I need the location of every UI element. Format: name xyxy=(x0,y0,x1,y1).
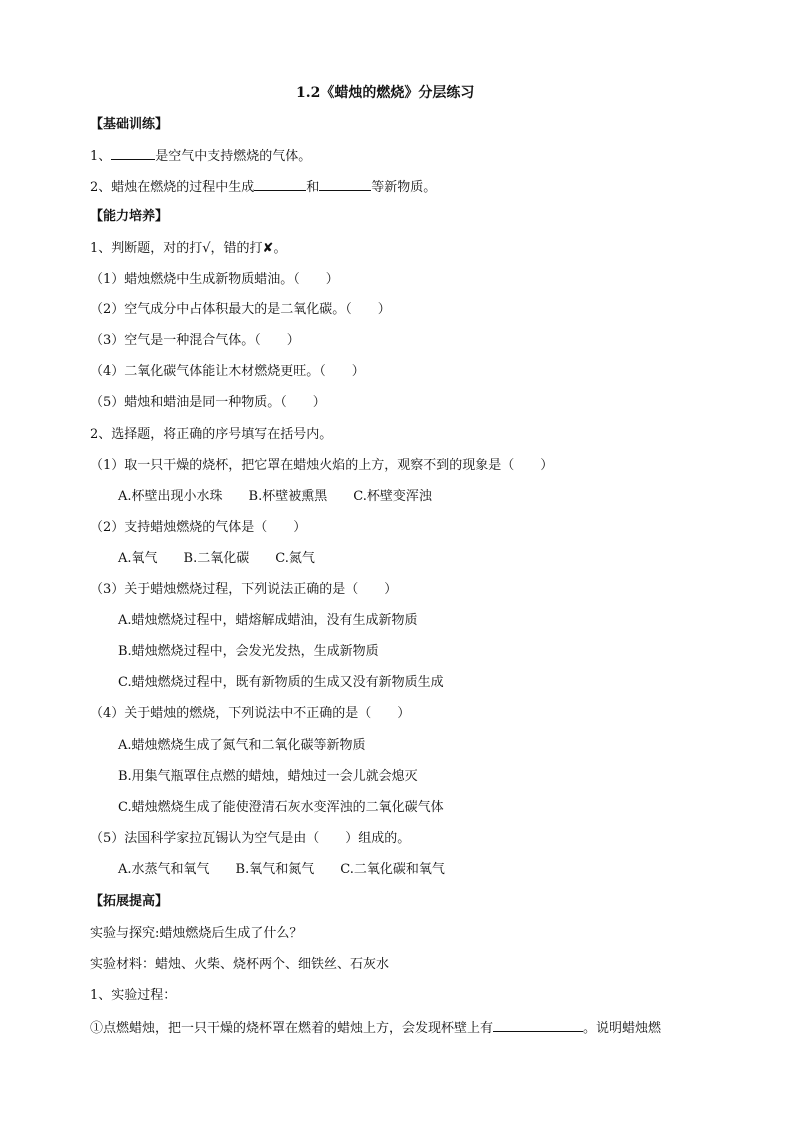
question-text: 等新物质。 xyxy=(371,180,437,195)
choice-option: A.蜡烛燃烧过程中，蜡熔解成蜡油，没有生成新物质 xyxy=(118,613,418,628)
choice-question: （4）关于蜡烛的燃烧，下列说法中不正确的是（ ） xyxy=(90,706,411,721)
answer-blank[interactable] xyxy=(493,1018,583,1032)
choice-question: （3）关于蜡烛燃烧过程，下列说法正确的是（ ） xyxy=(90,582,398,597)
process-step-1 xyxy=(90,1018,661,1038)
section-extension-heading: 【拓展提高】 xyxy=(90,894,169,909)
question-number: 1、 xyxy=(90,149,112,164)
answer-blank[interactable] xyxy=(254,177,306,191)
basic-question-2 xyxy=(90,177,436,197)
choice-question: （5）法国科学家拉瓦锡认为空气是由（ ）组成的。 xyxy=(90,831,411,846)
basic-question-1 xyxy=(90,146,311,166)
judge-item: （1）蜡烛燃烧中生成新物质蜡油。（ ） xyxy=(90,272,339,287)
page-title: 1.2《蜡烛的燃烧》分层练习 xyxy=(296,85,475,101)
judge-item: （4）二氧化碳气体能让木材燃烧更旺。（ ） xyxy=(90,364,365,379)
choice-option: C.蜡烛燃烧生成了能使澄清石灰水变浑浊的二氧化碳气体 xyxy=(118,800,444,815)
choice-options: A.杯壁出现小水珠 B.杯壁被熏黑 C.杯壁变浑浊 xyxy=(118,489,432,504)
process-heading: 1、实验过程： xyxy=(90,988,177,1003)
choice-option: B.用集气瓶罩住点燃的蜡烛，蜡烛过一会儿就会熄灭 xyxy=(118,769,418,784)
step-text: ①点燃蜡烛，把一只干燥的烧杯罩在燃着的蜡烛上方，会发现杯壁上有 xyxy=(90,1021,494,1036)
question-text: 2、蜡烛在燃烧的过程中生成 xyxy=(90,180,255,195)
choice-options: A.氧气 B.二氧化碳 C.氮气 xyxy=(118,551,315,566)
judge-item: （2）空气成分中占体积最大的是二氧化碳。（ ） xyxy=(90,302,391,317)
judge-item: （5）蜡烛和蜡油是同一种物质。（ ） xyxy=(90,395,326,410)
judge-header: 1、判断题，对的打√，错的打✘。 xyxy=(90,241,287,256)
choice-question: （2）支持蜡烛燃烧的气体是（ ） xyxy=(90,520,307,535)
step-text: 。说明蜡烛燃 xyxy=(583,1021,662,1036)
choice-option: B.蜡烛燃烧过程中，会发光发热，生成新物质 xyxy=(118,644,379,659)
choice-question: （1）取一只干燥的烧杯，把它罩在蜡烛火焰的上方，观察不到的现象是（ ） xyxy=(90,458,554,473)
judge-item: （3）空气是一种混合气体。（ ） xyxy=(90,333,300,348)
choice-option: A.蜡烛燃烧生成了氮气和二氧化碳等新物质 xyxy=(118,738,366,753)
materials-line: 实验材料：蜡烛、火柴、烧杯两个、细铁丝、石灰水 xyxy=(90,957,390,972)
answer-blank[interactable] xyxy=(319,177,371,191)
section-basic-heading: 【基础训练】 xyxy=(90,117,169,132)
section-ability-heading: 【能力培养】 xyxy=(90,209,169,224)
choice-header: 2、选择题，将正确的序号填写在括号内。 xyxy=(90,427,333,442)
choice-options: A.水蒸气和氧气 B.氧气和氮气 C.二氧化碳和氧气 xyxy=(118,862,445,877)
inquiry-heading: 实验与探究:蜡烛燃烧后生成了什么？ xyxy=(90,926,303,941)
answer-blank[interactable] xyxy=(111,146,155,160)
question-text: 和 xyxy=(306,180,320,195)
choice-option: C.蜡烛燃烧过程中，既有新物质的生成又没有新物质生成 xyxy=(118,675,444,690)
question-text: 是空气中支持燃烧的气体。 xyxy=(155,149,312,164)
